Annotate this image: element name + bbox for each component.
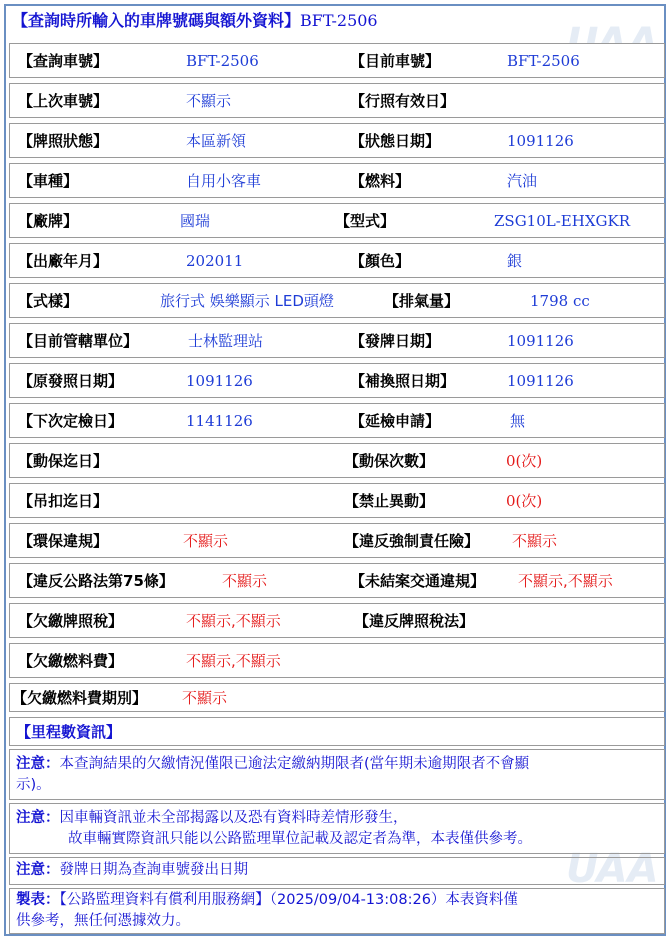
note-text: 供參考，無任何憑據效力。 [16, 913, 190, 929]
insurance-value: 不顯示 [512, 532, 558, 550]
info-row [9, 163, 665, 198]
info-row [9, 483, 665, 518]
watermark-logo: UAA [566, 846, 659, 892]
current-plate-value: BFT-2506 [507, 52, 580, 70]
page-title [6, 6, 664, 36]
status-date-value: 1091126 [507, 132, 574, 150]
extend-value: 無 [510, 412, 526, 430]
fuel-fee-value: 不顯示,不顯示 [186, 652, 281, 670]
plate-status-value: 本區新領 [186, 132, 247, 150]
plate-tax-value: 不顯示,不顯示 [186, 612, 281, 630]
fuel-fee-label: 【欠繳燃料費】 [18, 652, 124, 670]
issue-date-value: 1091126 [507, 332, 574, 350]
note-text: 因車輛資訊並未全部揭露以及恐有資料時差情形發生， [59, 810, 408, 826]
env-value: 不顯示 [183, 532, 229, 550]
plate-tax-label: 【欠繳牌照稅】 [18, 612, 124, 630]
fuel-fee-period-value: 不顯示 [182, 689, 228, 707]
info-row [9, 43, 665, 78]
plate-tax-law-label: 【違反牌照稅法】 [354, 612, 475, 630]
note-source [9, 888, 665, 934]
office-value: 士林監理站 [188, 332, 264, 350]
vehicle-type-value: 自用小客車 [186, 172, 262, 190]
note-key: 製表： [16, 892, 60, 908]
extend-label: 【延檢申請】 [350, 412, 441, 430]
reissue-value: 1091126 [507, 372, 574, 390]
vehicle-type-label: 【車種】 [18, 172, 79, 190]
info-row [9, 603, 665, 638]
info-row [9, 403, 665, 438]
traffic-value: 不顯示,不顯示 [518, 572, 613, 590]
info-row [9, 363, 665, 398]
info-row [9, 243, 665, 278]
lien-count-value: 0(次) [506, 452, 543, 470]
info-row [9, 523, 665, 558]
note-key: 注意： [16, 810, 60, 826]
status-date-label: 【狀態日期】 [350, 132, 441, 150]
transfer-ban-value: 0(次) [506, 492, 543, 510]
env-label: 【環保違規】 [18, 532, 109, 550]
previous-plate-label: 【上次車號】 [18, 92, 109, 110]
road-law-label: 【違反公路法第75條】 [18, 572, 174, 590]
style-label: 【式樣】 [18, 292, 79, 310]
fuel-label: 【燃料】 [350, 172, 411, 190]
traffic-label: 【未結案交通違規】 [350, 572, 486, 590]
insurance-label: 【違反強制責任險】 [344, 532, 480, 550]
brand-label: 【廠牌】 [18, 212, 79, 230]
color-label: 【顏色】 [350, 252, 411, 270]
displacement-value: 1798 cc [530, 292, 590, 310]
note-overdue [9, 749, 665, 800]
title-plate: BFT-2506 [300, 11, 378, 30]
displacement-label: 【排氣量】 [384, 292, 460, 310]
info-row [9, 323, 665, 358]
title-label: 【查詢時所輸入的車牌號碼與額外資料】 [12, 11, 301, 30]
manufacture-value: 202011 [186, 252, 244, 270]
lien-count-label: 【動保次數】 [344, 452, 435, 470]
lien-until-label: 【動保迄日】 [18, 452, 109, 470]
seize-until-label: 【吊扣迄日】 [18, 492, 109, 510]
info-row [9, 563, 665, 598]
transfer-ban-label: 【禁止異動】 [344, 492, 435, 510]
query-plate-label: 【查詢車號】 [18, 52, 109, 70]
mileage-section-header: 【里程數資訊】 [9, 717, 665, 746]
info-row [9, 123, 665, 158]
previous-plate-value: 不顯示 [186, 92, 232, 110]
issue-date-label: 【發牌日期】 [350, 332, 441, 350]
orig-issue-label: 【原發照日期】 [18, 372, 124, 390]
info-row [9, 443, 665, 478]
model-value: ZSG10L-EHXGKR [494, 212, 630, 230]
info-row [9, 643, 665, 678]
color-value: 銀 [507, 252, 523, 270]
info-row [9, 83, 665, 118]
manufacture-label: 【出廠年月】 [18, 252, 109, 270]
note-text: 發牌日期為查詢車號發出日期 [59, 862, 248, 878]
vehicle-info-sheet [4, 4, 666, 936]
model-label: 【型式】 [335, 212, 396, 230]
fuel-value: 汽油 [507, 172, 538, 190]
next-inspect-label: 【下次定檢日】 [18, 412, 124, 430]
style-value: 旅行式 娛樂顯示 LED頭燈 [160, 292, 334, 310]
query-plate-value: BFT-2506 [186, 52, 259, 70]
info-row [9, 683, 665, 712]
plate-status-label: 【牌照狀態】 [18, 132, 109, 150]
office-label: 【目前管轄單位】 [18, 332, 139, 350]
note-key: 注意： [16, 862, 60, 878]
brand-value: 國瑞 [180, 212, 211, 230]
road-law-value: 不顯示 [222, 572, 268, 590]
note-text: 【公路監理資料有償利用服務網】（2025/09/04-13:08:26）本表資料僅 [59, 892, 518, 908]
current-plate-label: 【目前車號】 [350, 52, 441, 70]
next-inspect-value: 1141126 [186, 412, 253, 430]
fuel-fee-period-label: 【欠繳燃料費期別】 [12, 689, 148, 707]
reissue-label: 【補換照日期】 [350, 372, 456, 390]
orig-issue-value: 1091126 [186, 372, 253, 390]
info-row [9, 203, 665, 238]
note-disclaimer [9, 803, 665, 854]
note-text: 故車輛實際資訊只能以公路監理單位記載及認定者為準，本表僅供參考。 [68, 831, 532, 847]
info-row [9, 283, 665, 318]
note-text: 本查詢結果的欠繳情況僅限已逾法定繳納期限者(當年期未逾期限者不會顯 [59, 756, 530, 772]
license-valid-label: 【行照有效日】 [350, 92, 456, 110]
note-issue-date [9, 857, 665, 885]
note-text: 示)。 [16, 777, 51, 793]
note-key: 注意： [16, 756, 60, 772]
